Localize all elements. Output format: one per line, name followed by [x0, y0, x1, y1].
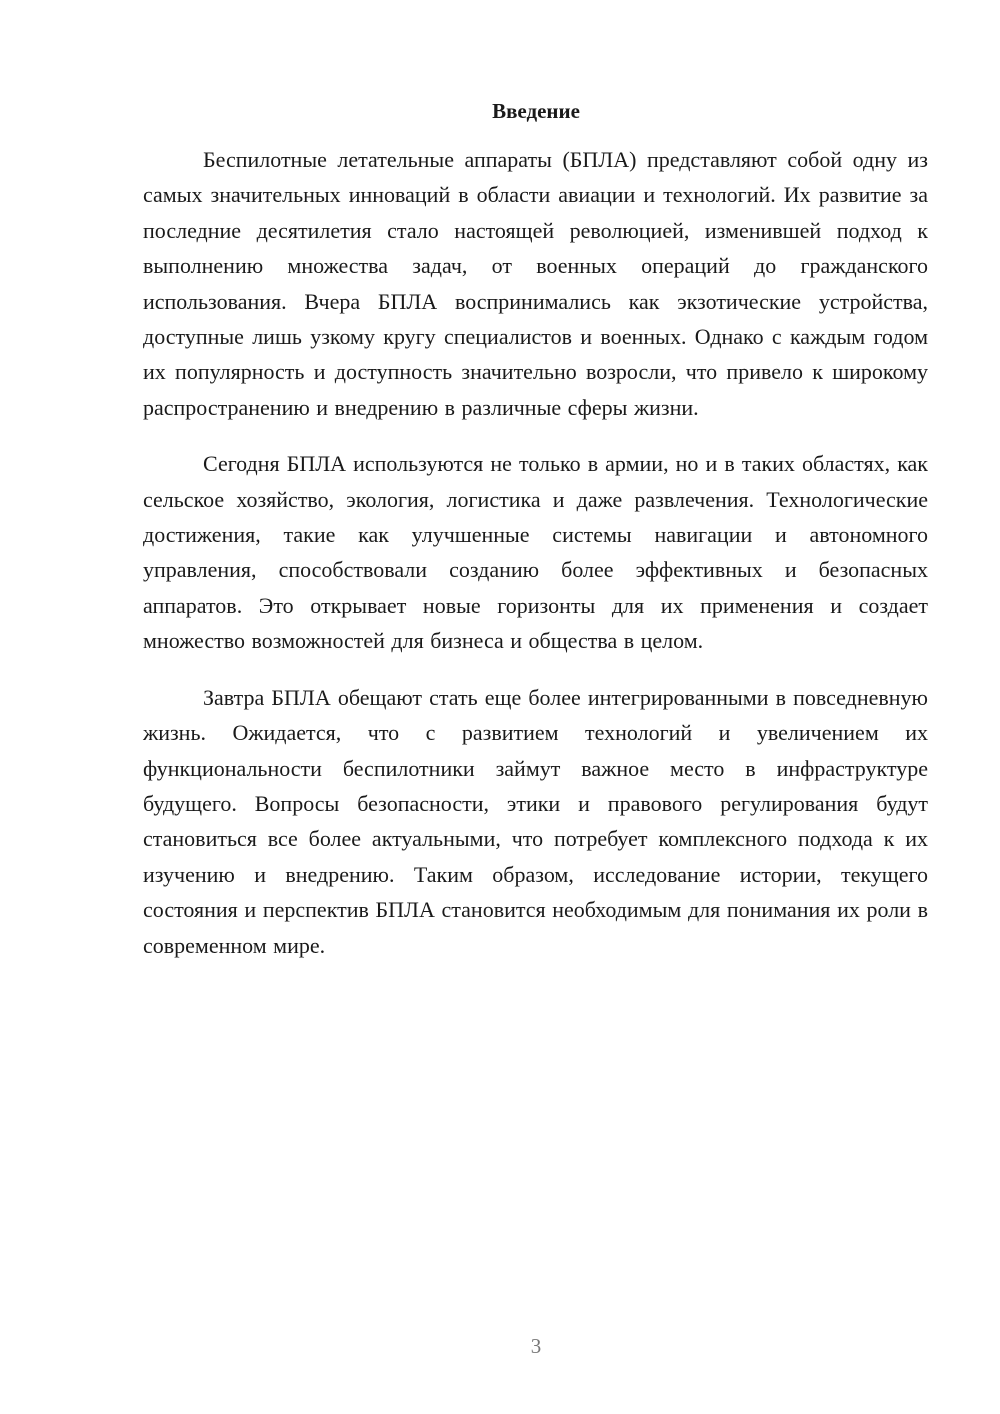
- paragraph-1: Беспилотные летательные аппараты (БПЛА) представляют собой одну из самых значительных инноваций в области авиации и технологий. Их развитие за последние десятилетия стало настоящей революцией, изменившей подход к выполнению множества задач, от военных операций до гражданского использования. Вчера БПЛА воспринимались как экзотические устройства, доступные лишь узкому кругу специалистов и военных. Однако с каждым годом их популярность и доступность значительно возросли, что привело к широкому распространению и внедрению в различные сферы жизни.: [143, 147, 928, 420]
- document-body: [143, 142, 928, 963]
- paragraph-3: Завтра БПЛА обещают стать еще более интегрированными в повседневную жизнь. Ожидается, что с развитием технологий и увеличением их функциональности беспилотники займут важное место в инфраструктуре будущего. Вопросы безопасности, этики и правового регулирования будут становиться все более актуальными, что потребует комплексного подхода к их изучению и внедрению. Таким образом, исследование истории, текущего состояния и перспектив БПЛА становится необходимым для понимания их роли в современном мире.: [143, 684, 928, 958]
- page-number: 3: [530, 1334, 542, 1358]
- page-title: Введение: [492, 99, 580, 123]
- paragraph-2: Сегодня БПЛА используются не только в армии, но и в таких областях, как сельское хозяйство, экология, логистика и даже развлечения. Технологические достижения, такие как улучшенные системы навигации и автономного управления, способствовали созданию более эффективных и безопасных аппаратов. Это открывает новые горизонты для их применения и создает множество возможностей для бизнеса и общества в целом.: [143, 451, 928, 654]
